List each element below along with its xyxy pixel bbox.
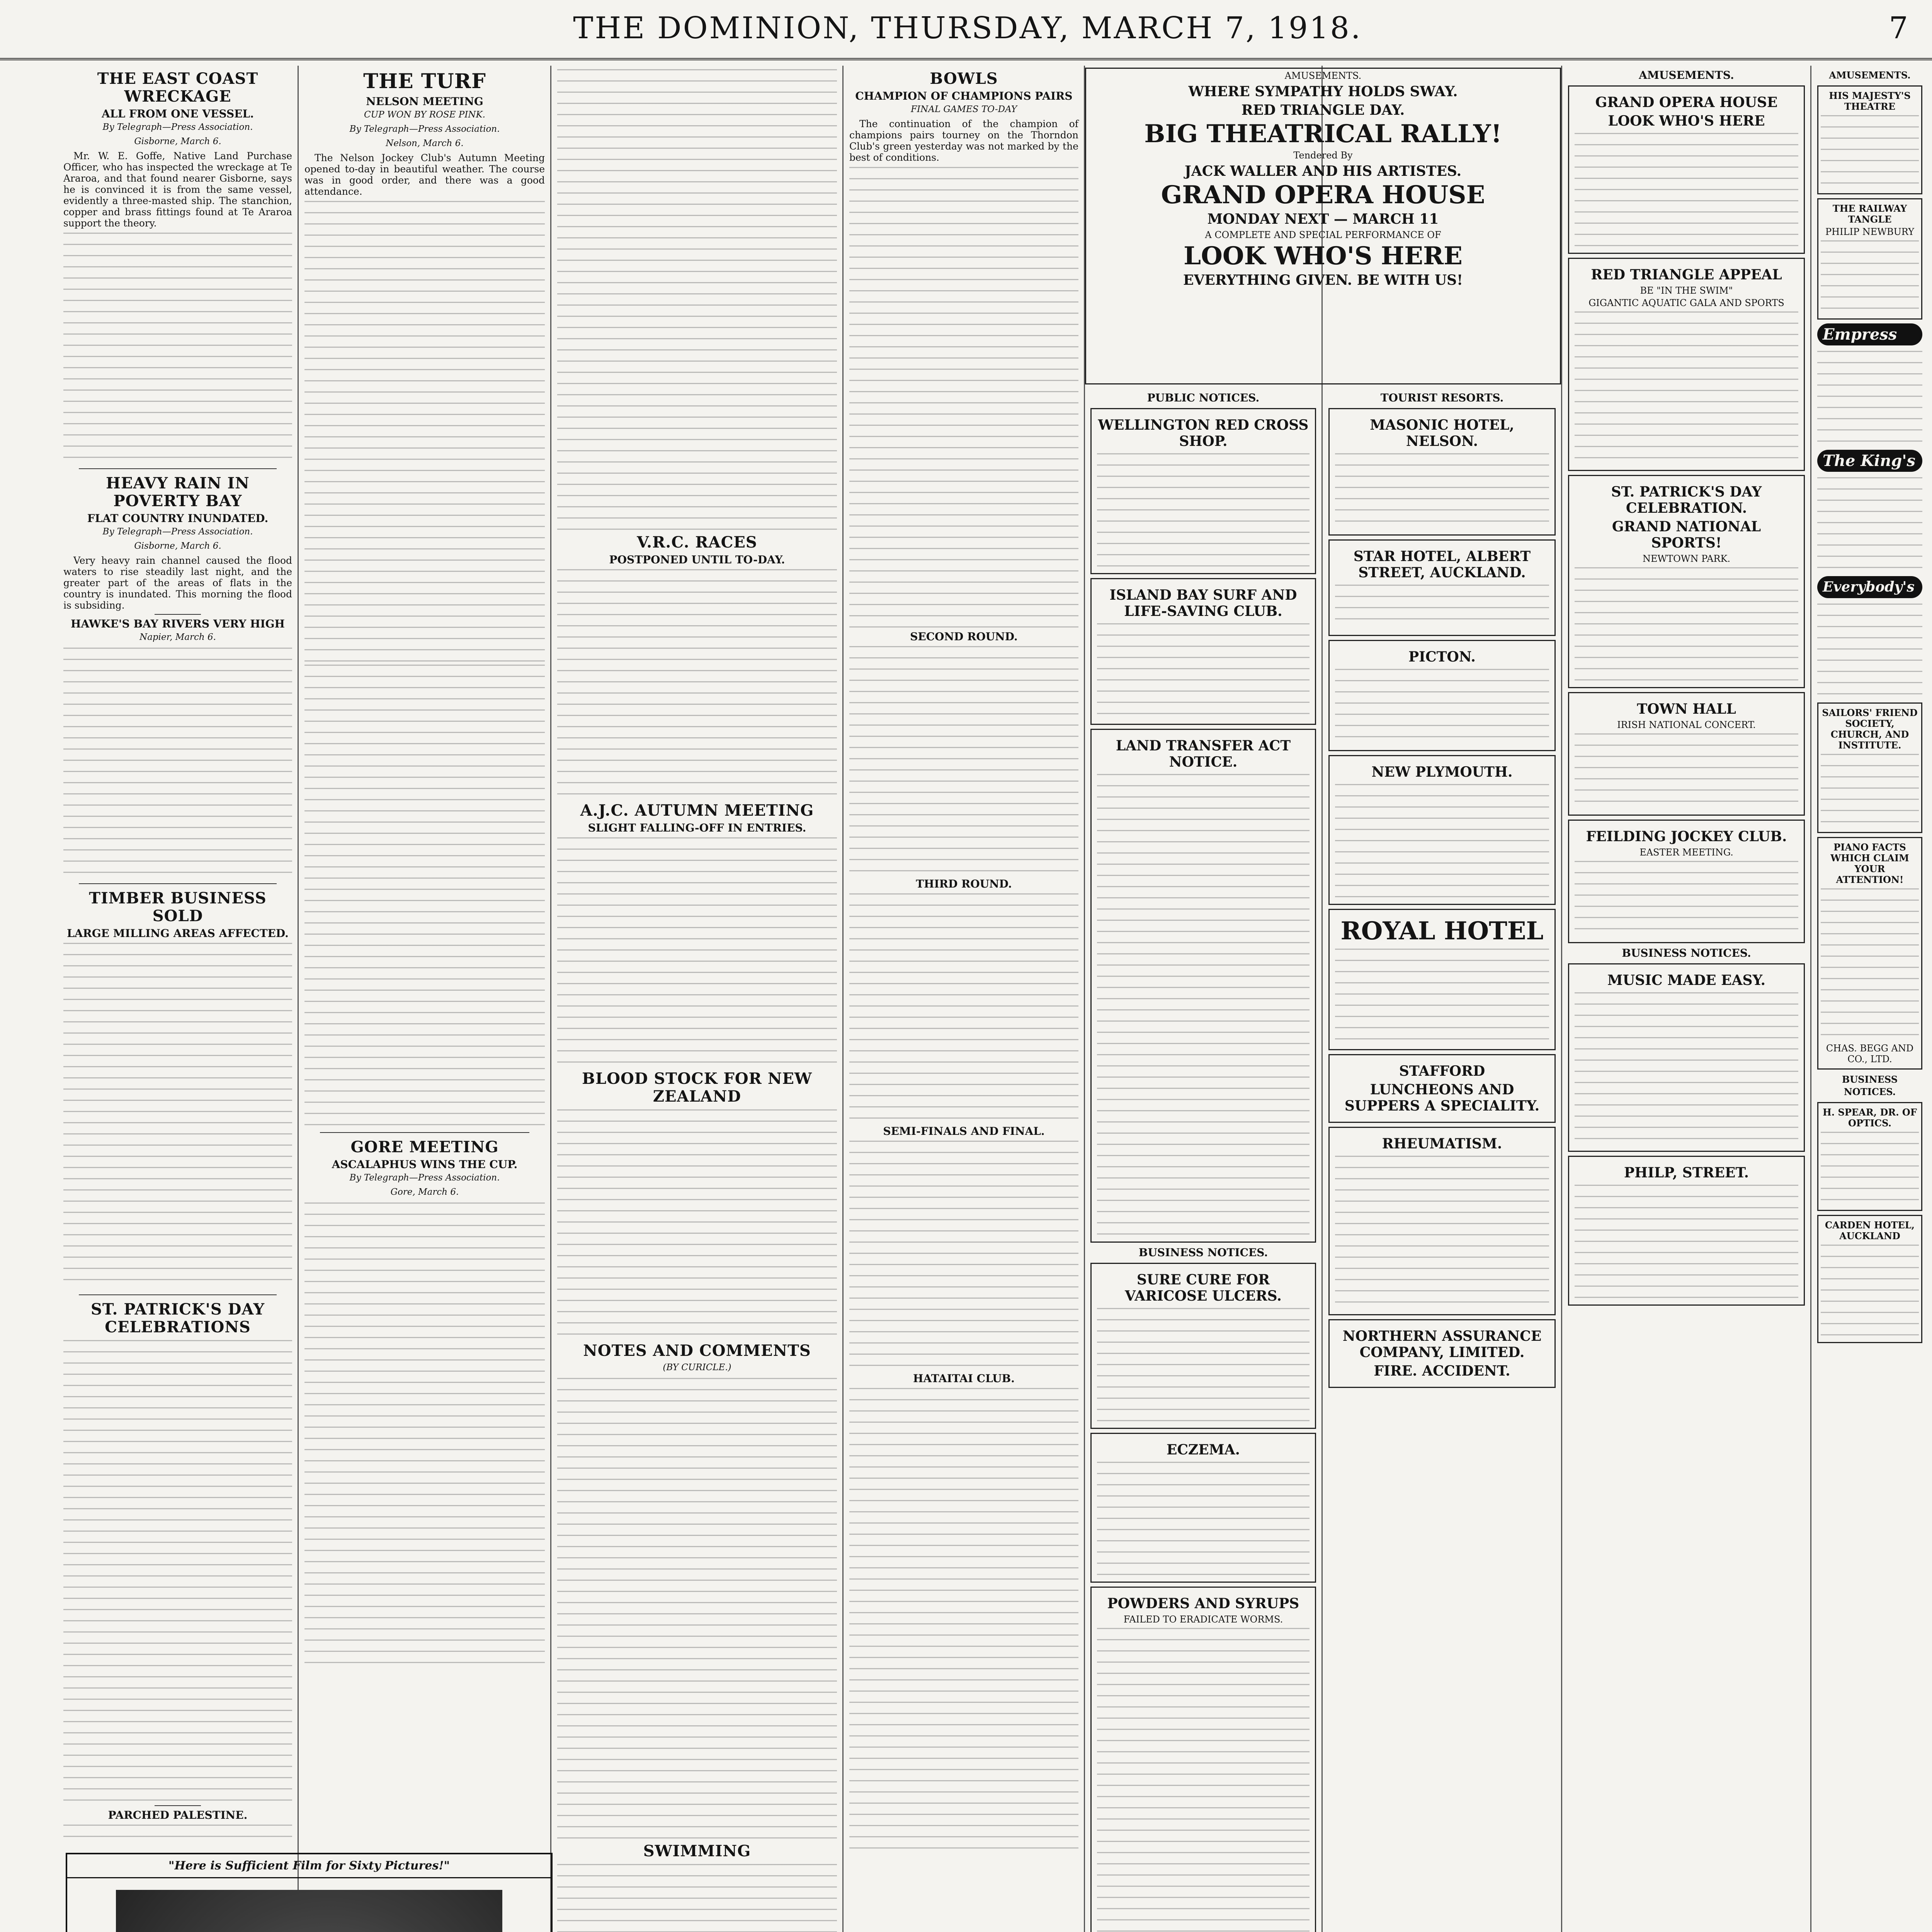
ad-text [1817, 349, 1922, 446]
ad-title: PHILP, STREET. [1624, 1165, 1749, 1181]
big-theatrical-rally-ad [1085, 68, 1561, 384]
column-rule [550, 66, 551, 1932]
subheadline: CUP WON BY ROSE PINK. [364, 110, 485, 120]
hotel-name: MASONIC HOTEL, NELSON. [1370, 417, 1514, 449]
headline: V.R.C. RACES [637, 533, 757, 551]
everybodys-logo: Everybody's [1817, 576, 1922, 598]
notice-title: LAND TRANSFER ACT NOTICE. [1116, 738, 1291, 770]
notice-text [1097, 452, 1310, 568]
page-number: 7 [1889, 11, 1908, 46]
headline: BLOOD STOCK FOR NEW ZEALAND [582, 1070, 812, 1105]
column-rule [1810, 66, 1811, 1932]
article-paragraph: The continuation of the champion of champions pairs tourney on the Thorndon Club's green yesterday was not marked by the best of conditions. [849, 118, 1078, 163]
ad-text [1817, 602, 1922, 699]
hotel-name: STAFFORD [1399, 1063, 1485, 1079]
public-notices-column [1085, 390, 1321, 1932]
ad-text [1821, 887, 1919, 1041]
ad-text [1821, 1130, 1919, 1208]
subheadline: PARCHED PALESTINE. [108, 1809, 248, 1821]
ad-title: FEILDING JOCKEY CLUB. [1586, 828, 1787, 845]
headline: BOWLS [930, 70, 998, 88]
section-label: AMUSEMENTS. [1639, 69, 1734, 82]
dateline: Gisborne, March 6. [134, 541, 221, 551]
subheadline: HAWKE'S BAY RIVERS VERY HIGH [71, 617, 285, 630]
article-text [557, 1862, 837, 1932]
subheadline: SECOND ROUND. [910, 630, 1018, 643]
article-text [557, 836, 837, 1068]
section-label: TOURIST RESORTS. [1380, 391, 1504, 404]
dateline: Nelson, March 6. [386, 138, 464, 148]
notice-title: WELLINGTON RED CROSS SHOP. [1098, 417, 1309, 449]
ad-line: FIRE. ACCIDENT. [1374, 1363, 1510, 1379]
ad-title: MUSIC MADE EASY. [1607, 972, 1766, 988]
article-text [849, 1139, 1078, 1371]
masthead [0, 0, 1932, 60]
ad-text [1575, 310, 1798, 464]
notice-subtitle: FAILED TO ERADICATE WORMS. [1123, 1614, 1283, 1625]
ad-title: RED TRIANGLE APPEAL [1591, 267, 1782, 283]
divider [320, 1132, 529, 1133]
ad-venue: HIS MAJESTY'S THEATRE [1829, 90, 1911, 112]
headline: TIMBER BUSINESS SOLD [89, 889, 267, 925]
article-text [63, 646, 292, 878]
ad-title: BIG THEATRICAL RALLY! [1144, 119, 1502, 148]
news-column-1 [58, 68, 298, 1845]
ad-text [1575, 131, 1798, 247]
article-text [849, 165, 1078, 629]
section-label: BUSINESS NOTICES. [1138, 1246, 1268, 1259]
hotel-name: ROYAL HOTEL [1340, 917, 1544, 946]
dateline: Gisborne, March 6. [134, 136, 221, 146]
article-text [557, 1376, 837, 1840]
ad-date: MONDAY NEXT — MARCH 11 [1207, 211, 1439, 227]
hotel-name: NEW PLYMOUTH. [1371, 764, 1513, 780]
ad-line: WHERE SYMPATHY HOLDS SWAY. [1188, 83, 1458, 100]
ad-banner: "Here is Sufficient Film for Sixty Pictures!" [67, 1854, 551, 1878]
notice-title: POWDERS AND SYRUPS [1107, 1595, 1299, 1612]
subheadline: LARGE MILLING AREAS AFFECTED. [67, 927, 289, 940]
ad-line: A COMPLETE AND SPECIAL PERFORMANCE OF [1205, 230, 1441, 240]
ad-line: IRISH NATIONAL CONCERT. [1617, 719, 1756, 730]
section-label: AMUSEMENTS. [1284, 70, 1362, 81]
ad-line: EVERYTHING GIVEN. BE WITH US! [1183, 272, 1463, 288]
headline: A.J.C. AUTUMN MEETING [580, 801, 814, 820]
notice-text [1097, 622, 1310, 718]
ad-line: NEWTOWN PARK. [1642, 553, 1731, 564]
ad-text [1821, 1243, 1919, 1340]
ad-line: Tendered By [1293, 150, 1353, 161]
article-text [849, 1386, 1078, 1850]
dateline: Gore, March 6. [390, 1187, 459, 1197]
divider [79, 468, 277, 469]
dateline: Napier, March 6. [139, 632, 216, 642]
amusements-column-1 [1563, 68, 1810, 1932]
article-text [63, 941, 292, 1289]
headline: GORE MEETING [350, 1138, 499, 1156]
ad-text [1821, 752, 1919, 830]
tourist-resorts-column [1323, 390, 1561, 1932]
notice-title: ECZEMA. [1166, 1442, 1240, 1458]
ad-text [1575, 1183, 1798, 1299]
subheadline: ALL FROM ONE VESSEL. [102, 107, 254, 120]
ad-title: ST. PATRICK'S DAY CELEBRATION. [1611, 484, 1762, 516]
ad-text [1821, 114, 1919, 191]
news-column-3 [552, 68, 842, 1932]
subheadline: HATAITAI CLUB. [913, 1372, 1015, 1385]
headline: SWIMMING [643, 1842, 751, 1860]
section-label: AMUSEMENTS. [1829, 70, 1911, 81]
article-text [557, 1108, 837, 1340]
ad-text [1575, 566, 1798, 682]
divider [79, 1294, 277, 1295]
subheadline: CHAMPION OF CHAMPIONS PAIRS [855, 90, 1073, 102]
notice-text [1097, 772, 1310, 1236]
subheadline: SLIGHT FALLING-OFF IN ENTRIES. [588, 821, 806, 834]
subheadline: SEMI-FINALS AND FINAL. [883, 1125, 1045, 1138]
ad-text [1335, 1154, 1549, 1309]
section-label: PUBLIC NOTICES. [1147, 391, 1260, 404]
ad-text [1335, 947, 1549, 1044]
ad-title: SAILORS' FRIEND SOCIETY, CHURCH, AND INSTITUTE. [1822, 707, 1918, 751]
ad-line: CHAS. BEGG AND CO., LTD. [1826, 1043, 1914, 1065]
ad-text [1575, 859, 1798, 937]
subheadline: ASCALAPHUS WINS THE CUP. [332, 1158, 518, 1171]
article-text [557, 568, 837, 799]
ad-line: EASTER MEETING. [1639, 847, 1733, 858]
byline: By Telegraph—Press Association. [102, 527, 253, 537]
notice-text [1097, 1626, 1310, 1932]
notice-text [1097, 1306, 1310, 1422]
ad-title: CARDEN HOTEL, AUCKLAND [1825, 1219, 1915, 1242]
subheadline: POSTPONED UNTIL TO-DAY. [609, 553, 785, 566]
ad-text [1335, 782, 1549, 898]
kodak-film-ad [66, 1853, 553, 1932]
camera-photo-illustration [116, 1890, 502, 1932]
race-results [304, 199, 545, 663]
ad-venue: GRAND OPERA HOUSE [1595, 94, 1778, 111]
byline: By Telegraph—Press Association. [349, 124, 500, 134]
notice-title: ISLAND BAY SURF AND LIFE-SAVING CLUB. [1109, 587, 1297, 619]
hotel-name: STAR HOTEL, ALBERT STREET, AUCKLAND. [1353, 548, 1531, 581]
subheadline: THIRD ROUND. [916, 878, 1012, 890]
ad-title: RHEUMATISM. [1382, 1136, 1502, 1152]
article-text [849, 892, 1078, 1124]
empress-logo: Empress [1817, 323, 1922, 345]
headline: NOTES AND COMMENTS [583, 1342, 811, 1360]
headline: THE TURF [363, 70, 486, 93]
ad-venue: TOWN HALL [1637, 701, 1736, 717]
notice-text [1097, 1460, 1310, 1576]
ad-title: H. SPEAR, DR. OF OPTICS. [1823, 1107, 1917, 1129]
ad-show: THE RAILWAY TANGLE [1832, 203, 1907, 225]
ad-line: BE "IN THE SWIM" [1640, 285, 1733, 296]
article-paragraph: Mr. W. E. Goffe, Native Land Purchase Officer, who has inspected the wreckage at Te Araroa, and that found nearer Gisborne, says he is convinced it is from the same vessel, evidently a three-masted ship. The stanchion, copper and brass fittings found at Te Araroa support the theory. [63, 150, 292, 229]
headline: ST. PATRICK'S DAY CELEBRATIONS [90, 1300, 265, 1336]
ad-venue: GRAND OPERA HOUSE [1161, 180, 1485, 209]
kings-logo: The King's [1817, 450, 1922, 472]
ad-text [1817, 476, 1922, 572]
ad-line: RED TRIANGLE DAY. [1241, 102, 1405, 118]
ad-text [1575, 991, 1798, 1145]
ad-title: PIANO FACTS WHICH CLAIM YOUR ATTENTION! [1830, 842, 1909, 885]
divider [155, 614, 201, 615]
byline: (BY CURICLE.) [663, 1362, 731, 1372]
race-results [304, 663, 545, 1127]
column-rule [842, 66, 844, 1932]
news-column-2 [299, 68, 550, 1845]
race-results [557, 68, 837, 531]
column-rule [298, 66, 299, 1932]
divider [79, 883, 277, 884]
ad-text [1335, 583, 1549, 629]
section-label: BUSINESS NOTICES. [1622, 947, 1751, 959]
ad-text [1335, 452, 1549, 529]
notice-title: SURE CURE FOR VARICOSE ULCERS. [1125, 1272, 1282, 1304]
ad-line: PHILIP NEWBURY [1825, 226, 1914, 237]
hotel-name: PICTON. [1408, 649, 1476, 665]
headline: THE EAST COAST WRECKAGE [97, 70, 259, 105]
newspaper-title: THE DOMINION, THURSDAY, MARCH 7, 1918. [573, 11, 1362, 46]
article-text [63, 1823, 292, 1845]
ad-line: GRAND NATIONAL SPORTS! [1612, 519, 1761, 551]
news-column-4 [844, 68, 1084, 1932]
ad-line: LUNCHEONS AND SUPPERS A SPECIALITY. [1344, 1082, 1540, 1114]
subheadline: NELSON MEETING [366, 95, 483, 108]
article-text [63, 231, 292, 463]
article-paragraph: The Nelson Jockey Club's Autumn Meeting opened to-day in beautiful weather. The course was in good order, and there was a good attendance. [304, 152, 545, 197]
subheadline: FLAT COUNTRY INUNDATED. [87, 512, 269, 525]
byline: By Telegraph—Press Association. [102, 122, 253, 132]
amusements-column-2 [1812, 68, 1928, 1932]
article-text [63, 1338, 292, 1802]
column-rule [1561, 66, 1562, 1932]
subheadline: FINAL GAMES TO-DAY [911, 104, 1017, 114]
divider [155, 1805, 201, 1806]
ad-text [1335, 667, 1549, 745]
ad-show: LOOK WHO'S HERE [1608, 113, 1765, 129]
byline: By Telegraph—Press Association. [349, 1173, 500, 1183]
article-text [849, 645, 1078, 876]
ad-text [1821, 239, 1919, 316]
ad-line: JACK WALLER AND HIS ARTISTES. [1184, 163, 1462, 179]
ad-title: NORTHERN ASSURANCE COMPANY, LIMITED. [1342, 1328, 1542, 1361]
race-results [304, 1201, 545, 1665]
ad-line: GIGANTIC AQUATIC GALA AND SPORTS [1588, 298, 1784, 308]
section-label: BUSINESS NOTICES. [1842, 1074, 1898, 1097]
ad-show: LOOK WHO'S HERE [1184, 242, 1463, 270]
article-paragraph: Very heavy rain channel caused the flood waters to rise steadily last night, and the greater part of the areas of flats in the country is inundated. This morning the flood is subsiding. [63, 555, 292, 611]
ad-text [1575, 732, 1798, 809]
headline: HEAVY RAIN IN POVERTY BAY [106, 474, 250, 510]
